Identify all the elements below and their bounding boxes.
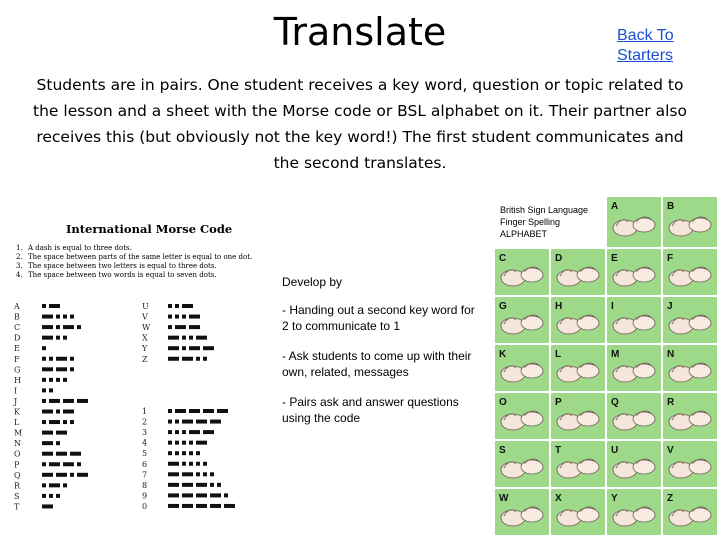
morse-dash xyxy=(182,483,193,487)
morse-dot xyxy=(182,441,186,445)
bsl-letter: B xyxy=(667,201,675,212)
morse-char: Y xyxy=(142,344,148,354)
morse-char: 9 xyxy=(142,491,148,501)
bsl-letter: A xyxy=(611,201,619,212)
bsl-letter: E xyxy=(611,253,618,264)
morse-char: 1 xyxy=(142,407,148,416)
morse-dash xyxy=(210,420,221,424)
morse-dash xyxy=(203,430,214,434)
page-title: Translate xyxy=(273,10,447,54)
morse-dot xyxy=(196,451,200,455)
morse-dash xyxy=(210,504,221,508)
morse-dash xyxy=(168,483,179,487)
morse-dot xyxy=(196,462,200,466)
morse-char: F xyxy=(14,354,20,364)
morse-dot xyxy=(175,420,179,424)
morse-code-table xyxy=(8,212,256,518)
morse-dash xyxy=(168,493,179,497)
morse-char: N xyxy=(14,439,21,449)
morse-char: U xyxy=(142,302,149,311)
morse-dot xyxy=(168,325,172,329)
morse-dash xyxy=(168,504,179,508)
morse-dot xyxy=(63,336,67,340)
develop-heading: Develop by xyxy=(282,275,343,289)
morse-dot xyxy=(175,315,179,319)
morse-dash xyxy=(168,346,179,350)
morse-dot xyxy=(224,493,228,497)
morse-dash xyxy=(168,472,179,476)
morse-char: 7 xyxy=(142,470,148,480)
bsl-cell-b xyxy=(662,196,718,248)
morse-dot xyxy=(217,483,221,487)
morse-dot xyxy=(42,304,46,308)
morse-dot xyxy=(182,462,186,466)
morse-dash xyxy=(196,420,207,424)
morse-dot xyxy=(196,357,200,361)
morse-rule: 3. The space between two letters is equal to three dots. xyxy=(16,262,217,270)
morse-dash xyxy=(168,336,179,340)
morse-char: P xyxy=(14,460,20,470)
bsl-letter: T xyxy=(555,445,562,456)
morse-char: T xyxy=(14,502,20,512)
bsl-cell-c xyxy=(494,248,550,296)
morse-dash xyxy=(56,357,67,361)
bsl-cell-p xyxy=(550,392,606,440)
bsl-letter: D xyxy=(555,253,563,264)
bsl-letter: N xyxy=(667,349,675,360)
bsl-letter: H xyxy=(555,301,563,312)
morse-dash xyxy=(196,493,207,497)
morse-dot xyxy=(42,420,46,424)
morse-char: S xyxy=(14,491,20,501)
bsl-cell-m xyxy=(606,344,662,392)
bsl-cell-e xyxy=(606,248,662,296)
morse-dot xyxy=(168,409,172,413)
morse-rule: 2. The space between parts of the same letter is equal to one dot. xyxy=(16,253,253,261)
morse-dash xyxy=(168,462,179,466)
develop-item: - Ask students to come up with their own, related, messages xyxy=(282,349,472,379)
morse-dash xyxy=(189,346,200,350)
morse-dash xyxy=(49,304,60,308)
morse-dot xyxy=(203,357,207,361)
bsl-cell-t xyxy=(550,440,606,488)
morse-char: K xyxy=(14,407,20,417)
morse-dash xyxy=(189,430,200,434)
morse-dash xyxy=(196,336,207,340)
morse-dash xyxy=(189,409,200,413)
morse-dash xyxy=(203,409,214,413)
bsl-cell-s xyxy=(494,440,550,488)
morse-dash xyxy=(56,431,67,435)
morse-char: A xyxy=(14,302,20,311)
bsl-letter: M xyxy=(611,349,620,360)
morse-dash xyxy=(182,504,193,508)
intro-paragraph: Students are in pairs. One student receives a key word, question or topic related to the lesson and a sheet with the Morse code or BSL alphabet on it. Their partner also receives this (but obviously not the key word!) The first student communicates and the second translates. xyxy=(33,76,687,172)
bsl-cell-l xyxy=(550,344,606,392)
morse-dash xyxy=(175,409,186,413)
morse-dash xyxy=(224,504,235,508)
morse-dot xyxy=(168,430,172,434)
bsl-cell-x xyxy=(550,488,606,536)
morse-dot xyxy=(168,441,172,445)
morse-dot xyxy=(70,315,74,319)
develop-item: - Pairs ask and answer questions using the code xyxy=(282,395,459,425)
morse-dot xyxy=(168,420,172,424)
morse-dash xyxy=(196,483,207,487)
morse-dot xyxy=(77,325,81,329)
morse-dot xyxy=(49,378,53,382)
morse-dot xyxy=(70,420,74,424)
bsl-cell-a xyxy=(606,196,662,248)
bsl-letter: S xyxy=(499,445,506,456)
morse-dot xyxy=(56,336,60,340)
morse-dot xyxy=(189,451,193,455)
bsl-letter: J xyxy=(667,301,673,312)
morse-dash xyxy=(42,336,53,340)
morse-dash xyxy=(49,399,60,403)
morse-dot xyxy=(56,410,60,414)
morse-dot xyxy=(56,441,60,445)
morse-dash xyxy=(42,325,53,329)
morse-dot xyxy=(49,388,53,392)
morse-dash xyxy=(168,357,179,361)
morse-char: Z xyxy=(142,354,148,364)
bsl-letter: Q xyxy=(611,397,619,408)
morse-code-chart xyxy=(8,212,256,518)
morse-dot xyxy=(42,378,46,382)
morse-dash xyxy=(210,493,221,497)
bsl-letter: G xyxy=(499,301,507,312)
morse-dot xyxy=(56,378,60,382)
morse-dash xyxy=(56,452,67,456)
morse-char: Q xyxy=(14,470,21,480)
morse-dash xyxy=(42,410,53,414)
bsl-letter: X xyxy=(555,493,562,504)
back-to-starters-link[interactable]: Back To Starters xyxy=(617,27,674,64)
morse-dash xyxy=(63,399,74,403)
morse-dash xyxy=(63,410,74,414)
morse-dot xyxy=(175,304,179,308)
bsl-cell-k xyxy=(494,344,550,392)
bsl-cell-v xyxy=(662,440,718,488)
bsl-letter: W xyxy=(499,493,509,504)
bsl-cell-i xyxy=(606,296,662,344)
morse-char: J xyxy=(14,396,18,406)
bsl-letter: L xyxy=(555,349,562,360)
morse-char: G xyxy=(14,365,21,375)
bsl-cell-h xyxy=(550,296,606,344)
bsl-cell-g xyxy=(494,296,550,344)
morse-dot xyxy=(49,494,53,498)
bsl-cell-u xyxy=(606,440,662,488)
morse-dot xyxy=(77,462,81,466)
morse-dash xyxy=(77,473,88,477)
morse-dot xyxy=(56,494,60,498)
morse-dot xyxy=(49,357,53,361)
morse-dash xyxy=(196,441,207,445)
morse-dash xyxy=(42,431,53,435)
morse-dot xyxy=(203,472,207,476)
develop-by-box xyxy=(272,264,482,524)
morse-dash xyxy=(49,420,60,424)
morse-dot xyxy=(182,336,186,340)
bsl-header: British Sign Language Finger Spelling ALPHABET xyxy=(500,205,589,239)
morse-char: L xyxy=(14,418,20,428)
morse-dot xyxy=(168,315,172,319)
morse-char: 0 xyxy=(142,501,148,511)
morse-dot xyxy=(56,325,60,329)
bsl-letter: F xyxy=(667,253,674,264)
bsl-fingerspelling-chart xyxy=(494,196,718,536)
morse-dash xyxy=(196,504,207,508)
morse-dash xyxy=(217,409,228,413)
morse-dot xyxy=(42,462,46,466)
morse-dot xyxy=(70,357,74,361)
morse-dash xyxy=(49,483,60,487)
morse-dot xyxy=(42,399,46,403)
morse-dash xyxy=(42,504,53,508)
morse-dot xyxy=(63,420,67,424)
morse-dash xyxy=(56,367,67,371)
morse-dot xyxy=(196,472,200,476)
morse-dot xyxy=(70,473,74,477)
bsl-letter: P xyxy=(555,397,562,408)
morse-dash xyxy=(189,315,200,319)
morse-char: C xyxy=(14,323,21,333)
morse-dash xyxy=(189,325,200,329)
morse-dash xyxy=(182,493,193,497)
morse-char: 6 xyxy=(142,459,148,469)
morse-dot xyxy=(70,367,74,371)
bsl-cell-j xyxy=(662,296,718,344)
bsl-alphabet-grid xyxy=(494,196,718,536)
morse-dot xyxy=(210,472,214,476)
morse-dash xyxy=(56,473,67,477)
morse-dash xyxy=(42,315,53,319)
morse-dot xyxy=(182,315,186,319)
morse-dot xyxy=(182,430,186,434)
morse-dot xyxy=(203,462,207,466)
morse-dot xyxy=(42,346,46,350)
bsl-cell-z xyxy=(662,488,718,536)
bsl-letter: R xyxy=(667,397,675,408)
morse-dot xyxy=(42,388,46,392)
morse-dot xyxy=(210,483,214,487)
morse-char: 8 xyxy=(142,480,148,490)
bsl-letter: I xyxy=(611,301,614,312)
bsl-letter: V xyxy=(667,445,674,456)
morse-dot xyxy=(189,441,193,445)
bsl-cell-f xyxy=(662,248,718,296)
morse-char: O xyxy=(14,449,21,459)
morse-dash xyxy=(182,304,193,308)
morse-dash xyxy=(63,462,74,466)
morse-dot xyxy=(42,483,46,487)
morse-dash xyxy=(182,420,193,424)
bsl-cell-w xyxy=(494,488,550,536)
morse-dash xyxy=(203,346,214,350)
morse-dot xyxy=(63,315,67,319)
bsl-cell-o xyxy=(494,392,550,440)
morse-char: 5 xyxy=(142,449,148,459)
morse-char: 4 xyxy=(142,438,148,448)
morse-dot xyxy=(63,378,67,382)
develop-item: - Handing out a second key word for 2 to communicate to 1 xyxy=(282,303,475,333)
morse-char: W xyxy=(142,323,151,333)
morse-char: 2 xyxy=(142,417,148,427)
bsl-letter: Z xyxy=(667,493,674,504)
bsl-letter: K xyxy=(499,349,507,360)
bsl-letter: O xyxy=(499,397,507,408)
bsl-cell-r xyxy=(662,392,718,440)
bsl-cell-y xyxy=(606,488,662,536)
morse-char: E xyxy=(14,344,20,354)
morse-char: D xyxy=(14,333,21,343)
morse-dot xyxy=(182,451,186,455)
bsl-letter: C xyxy=(499,253,507,264)
morse-dash xyxy=(182,357,193,361)
morse-dot xyxy=(42,494,46,498)
morse-dot xyxy=(42,357,46,361)
morse-dot xyxy=(56,315,60,319)
morse-dash xyxy=(42,367,53,371)
morse-char: M xyxy=(14,428,23,438)
bsl-cell-n xyxy=(662,344,718,392)
morse-dot xyxy=(175,451,179,455)
bsl-letter: Y xyxy=(611,493,618,504)
morse-dot xyxy=(189,336,193,340)
morse-rule: 4. The space between two words is equal to seven dots. xyxy=(16,271,217,279)
morse-char: I xyxy=(14,386,18,396)
morse-dash xyxy=(175,325,186,329)
morse-char: H xyxy=(14,375,21,385)
morse-dot xyxy=(175,441,179,445)
morse-chart-title: International Morse Code xyxy=(66,222,233,236)
morse-rule: 1. A dash is equal to three dots. xyxy=(16,244,132,252)
bsl-cell-q xyxy=(606,392,662,440)
morse-char: 3 xyxy=(142,428,148,438)
morse-char: R xyxy=(14,481,21,491)
morse-dash xyxy=(77,399,88,403)
morse-char: V xyxy=(142,312,148,322)
morse-dash xyxy=(49,462,60,466)
morse-dot xyxy=(175,430,179,434)
morse-dot xyxy=(182,346,186,350)
morse-dot xyxy=(189,462,193,466)
morse-dot xyxy=(168,304,172,308)
morse-char: X xyxy=(142,333,148,343)
morse-char: B xyxy=(14,312,20,322)
morse-dash xyxy=(42,452,53,456)
morse-dash xyxy=(182,472,193,476)
morse-dash xyxy=(42,473,53,477)
morse-dash xyxy=(70,452,81,456)
morse-dot xyxy=(63,483,67,487)
bsl-letter: U xyxy=(611,445,619,456)
bsl-cell-d xyxy=(550,248,606,296)
morse-dash xyxy=(42,441,53,445)
morse-dot xyxy=(168,451,172,455)
morse-dash xyxy=(63,325,74,329)
